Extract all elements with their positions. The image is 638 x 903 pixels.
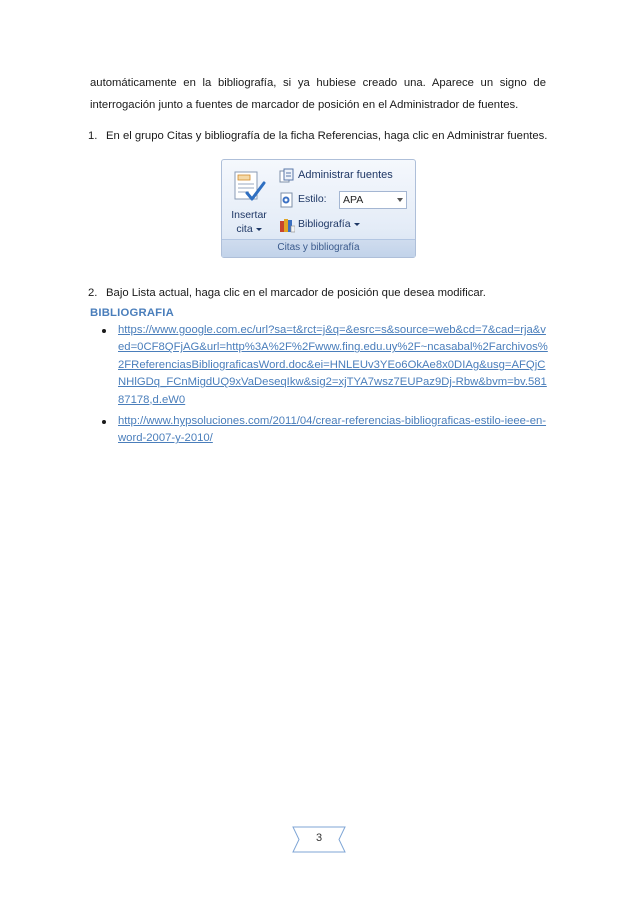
insert-citation-button[interactable] xyxy=(224,208,274,236)
style-select[interactable] xyxy=(339,191,407,209)
style-select-value: APA xyxy=(343,194,364,206)
ribbon-group-title: Citas y bibliografía xyxy=(222,239,415,257)
style-icon xyxy=(279,192,295,208)
manage-sources-label: Administrar fuentes xyxy=(298,169,393,181)
list-item xyxy=(90,413,550,448)
bibliography-icon xyxy=(279,217,295,233)
bibliography-heading: BIBLIOGRAFIA xyxy=(90,307,174,319)
insert-citation-label-1: Insertar xyxy=(231,209,267,221)
step-2 xyxy=(88,285,486,301)
insert-citation-icon[interactable] xyxy=(231,169,267,205)
bibliography-list xyxy=(90,322,550,452)
bibliography-label: Bibliografía xyxy=(298,218,360,230)
step-1-number: 1. xyxy=(88,130,98,142)
list-item xyxy=(90,322,550,409)
chevron-down-icon xyxy=(256,228,262,231)
chevron-down-icon xyxy=(354,223,360,226)
bullet-icon xyxy=(102,329,106,333)
citations-ribbon-group xyxy=(221,159,416,258)
bibliography-link-1[interactable]: https://www.google.com.ec/url?sa=t&rct=j&q=&esrc=s&source=web&cd=7&cad=rja&ved=0CF8QFjAG&url=http%3A%2F%2Fwww.fing.edu.uy%2F~ncasabal%2Farchivos%2FReferenciasBibliograficasWord.doc&ei=HNLEUv3YEo6OkAe8x0DIAg&usg=AFQjCNHlGDq_FCnMigdUQ9xVaDeseqIkw&sig2=xjTYA7wsz7EUPaz9Dj-Rbw&bvm=bv.58187178,d.eW0 xyxy=(118,324,548,406)
step-1-text: En el grupo Citas y bibliografía de la ficha Referencias, haga clic en Administrar fuentes. xyxy=(106,130,548,142)
step-2-number: 2. xyxy=(88,287,98,299)
bullet-icon xyxy=(102,420,106,424)
step-1 xyxy=(88,128,547,144)
intro-line-2: interrogación junto a fuentes de marcador de posición en el Administrador de fuentes. xyxy=(90,99,519,111)
bibliography-link-2[interactable]: http://www.hypsoluciones.com/2011/04/crear-referencias-bibliograficas-estilo-ieee-en-word-2007-y-2010/ xyxy=(118,415,547,445)
manage-sources-icon xyxy=(279,168,295,184)
intro-line-1: automáticamente en la bibliografía, si ya hubiese creado una. Aparece un signo de xyxy=(90,77,546,89)
chevron-down-icon xyxy=(397,198,403,202)
intro-paragraph xyxy=(90,72,546,116)
insert-citation-label-2: cita xyxy=(224,222,274,236)
step-2-text: Bajo Lista actual, haga clic en el marcador de posición que desea modificar. xyxy=(106,287,486,299)
page-number: 3 xyxy=(315,832,323,844)
style-label: Estilo: xyxy=(298,193,327,205)
